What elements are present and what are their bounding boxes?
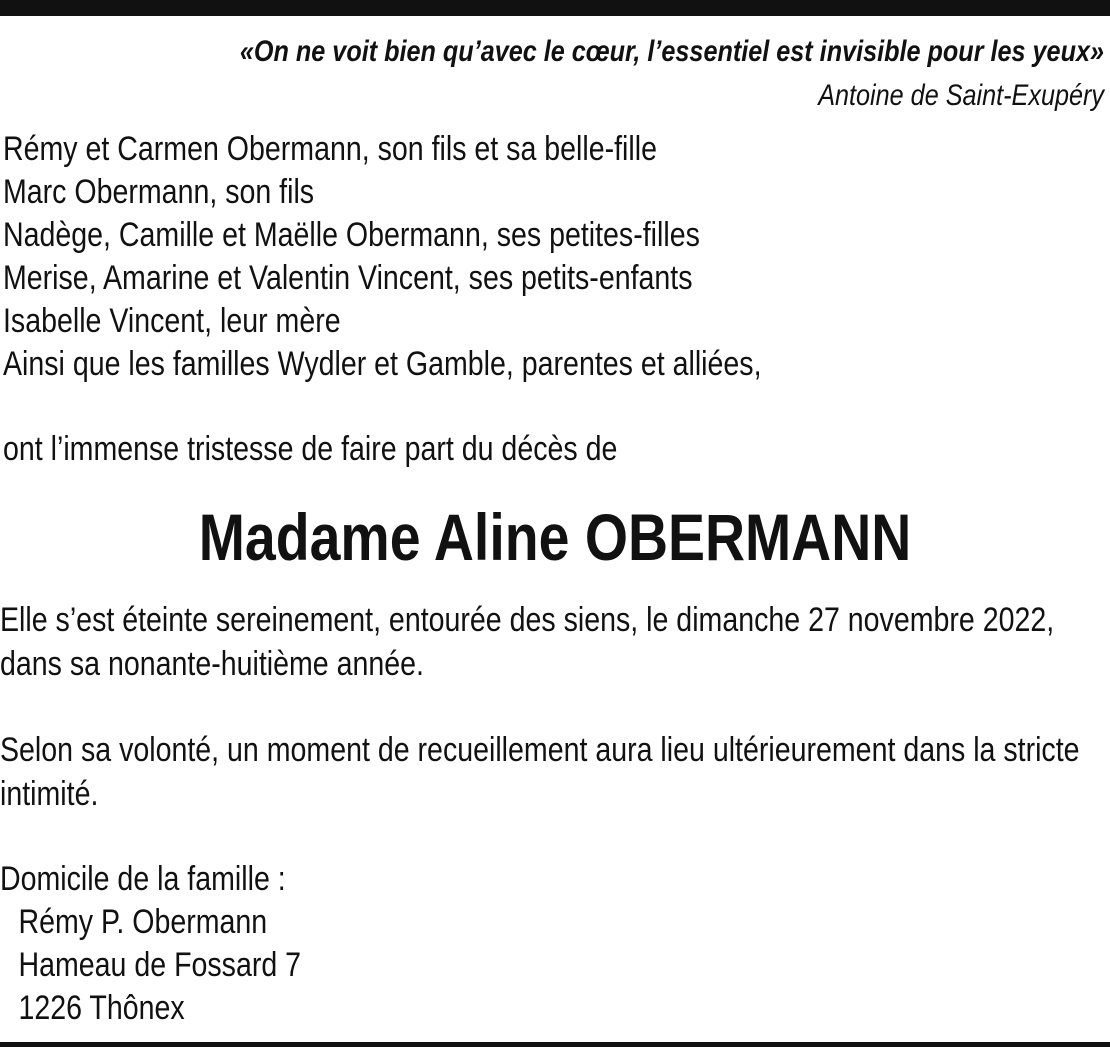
family-member-line: Nadège, Camille et Maëlle Obermann, ses petites-filles	[3, 216, 700, 254]
announcement-text: ont l’immense tristesse de faire part du décès de	[3, 430, 618, 468]
address-street: Hameau de Fossard 7	[18, 946, 302, 984]
family-member-line: Ainsi que les familles Wydler et Gamble, parentes et alliées,	[3, 345, 762, 383]
family-member-line: Marc Obermann, son fils	[3, 173, 315, 211]
death-details-paragraph: Elle s’est éteinte sereinement, entourée des siens, le dimanche 27 novembre 2022, dans sa nonante-huitième année.	[0, 601, 1055, 683]
quote-text: «On ne voit bien qu’avec le cœur, l’essentiel est invisible pour les yeux»	[239, 35, 1105, 68]
family-address	[0, 858, 301, 1030]
address-label: Domicile de la famille :	[0, 860, 286, 898]
family-members-list	[3, 128, 762, 386]
family-member-line: Merise, Amarine et Valentin Vincent, ses petits-enfants	[3, 259, 693, 297]
bottom-border-rule	[0, 1042, 1110, 1047]
quote-author: Antoine de Saint-Exupéry	[818, 79, 1104, 112]
epigraph-quote	[197, 30, 1104, 118]
family-member-line: Isabelle Vincent, leur mère	[3, 302, 341, 340]
address-city: 1226 Thônex	[18, 989, 185, 1027]
family-member-line: Rémy et Carmen Obermann, son fils et sa belle-fille	[3, 130, 657, 168]
ceremony-paragraph: Selon sa volonté, un moment de recueillement aura lieu ultérieurement dans la stricte intimité.	[0, 731, 1080, 813]
address-name: Rémy P. Obermann	[18, 903, 268, 941]
deceased-name: Madame Aline OBERMANN	[198, 500, 912, 574]
